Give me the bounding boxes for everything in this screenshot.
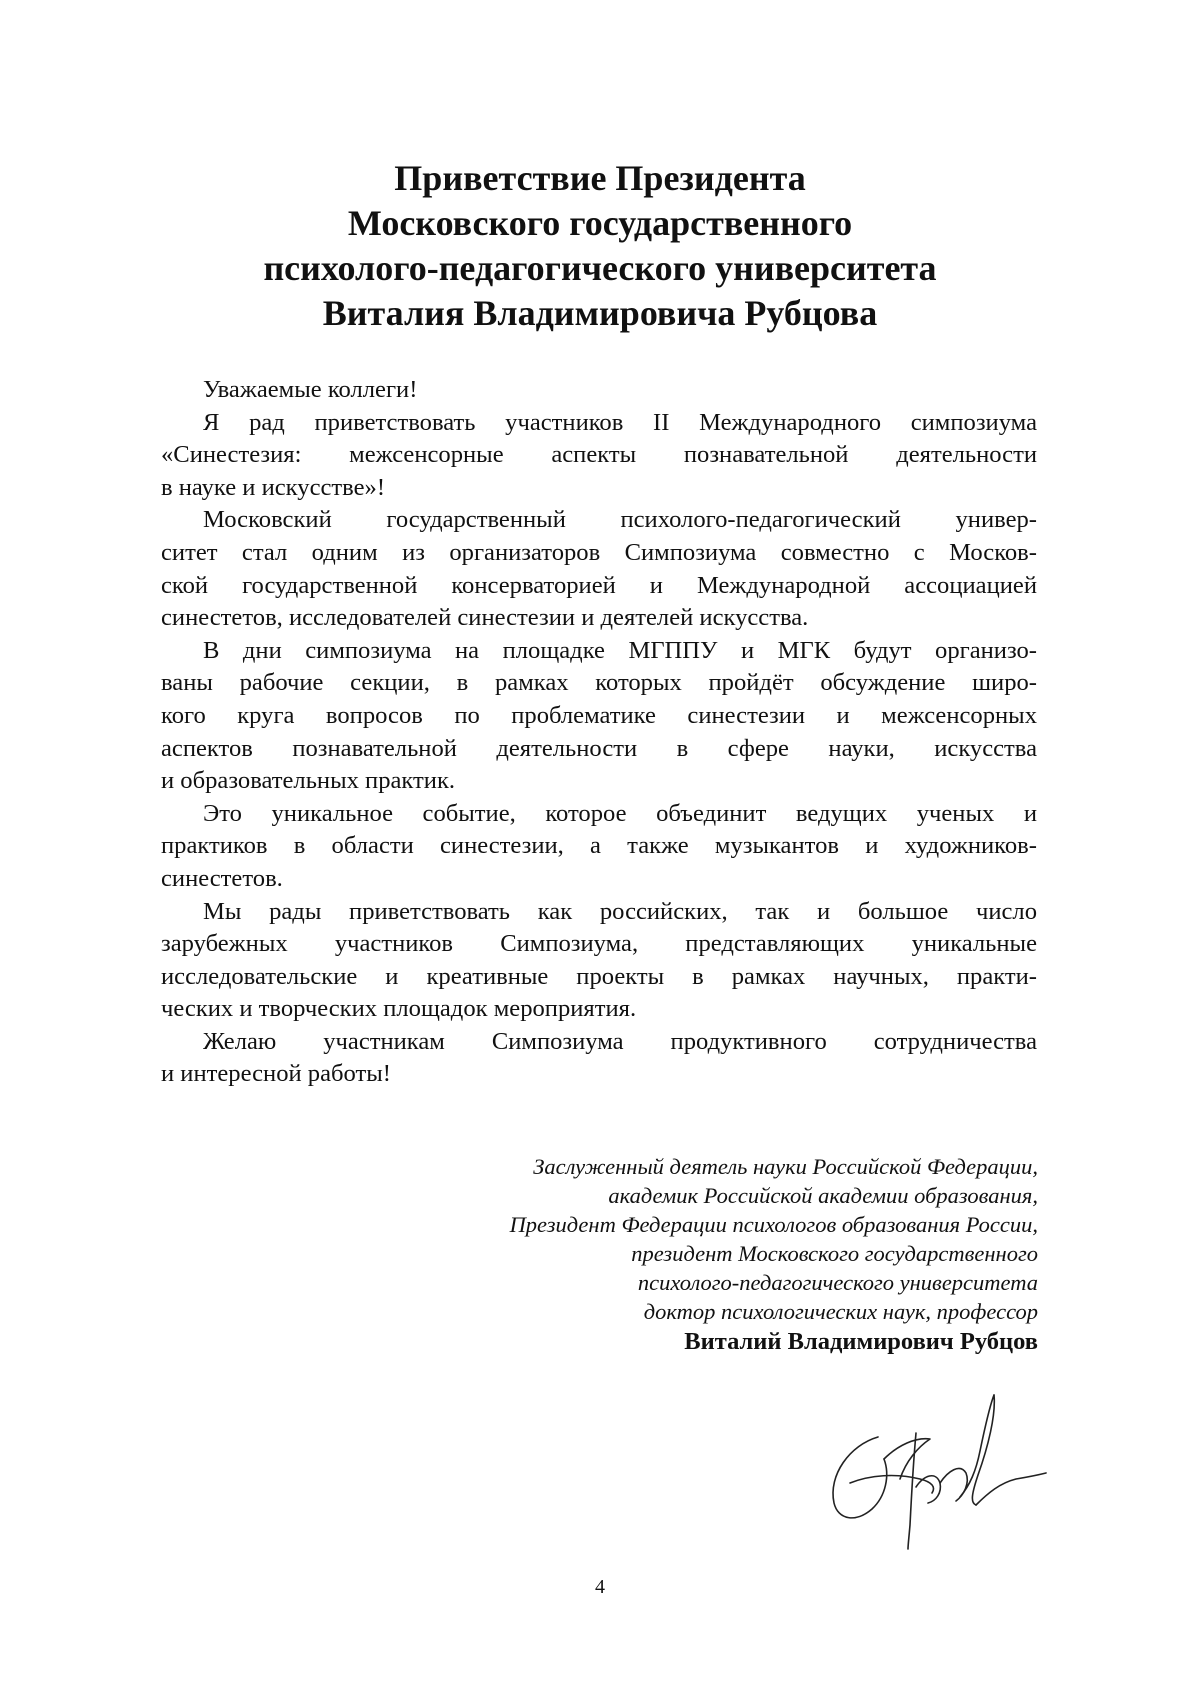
signatory-role: психолого-педагогического университета	[637, 1270, 1038, 1295]
title-line: Московского государственного	[347, 203, 853, 243]
title-line: психолого-педагогического университета	[263, 248, 937, 288]
salutation: Уважаемые коллеги!	[203, 376, 418, 403]
body-line: ческих и творческих площадок мероприятия.	[161, 995, 637, 1023]
signatory-role: академик Российской академии образования,	[608, 1183, 1038, 1208]
body-line: синестетов, исследователей синестезии и деятелей искусства.	[161, 604, 809, 632]
body-line: ваны рабочие секции, в рамках которых пройдёт обсуждение широ-	[161, 669, 1037, 697]
body-line: Я рад приветствовать участников II Международного симпозиума	[203, 408, 1037, 436]
body-line: ской государственной консерваторией и Международной ассоциацией	[161, 571, 1037, 599]
signatory-role: Заслуженный деятель науки Российской Федерации,	[533, 1154, 1038, 1179]
handwritten-signature	[820, 1375, 1050, 1550]
title-line: Виталия Владимировича Рубцова	[322, 293, 878, 333]
signatory-role: президент Московского государственного	[631, 1241, 1038, 1266]
body-line: в науке и искусстве»!	[161, 473, 386, 501]
body-line: аспектов познавательной деятельности в сфере науки, искусства	[161, 734, 1037, 762]
body-line: синестетов.	[161, 864, 283, 892]
page-number: 4	[595, 1576, 605, 1598]
body-line: Это уникальное событие, которое объединит ведущих ученых и	[203, 799, 1037, 827]
body-line: практиков в области синестезии, а также музыкантов и художников-	[161, 832, 1037, 860]
greeting-body	[161, 374, 1037, 1091]
signature-block	[510, 1152, 1038, 1358]
title-line: Приветствие Президента	[394, 158, 806, 198]
body-line: ситет стал одним из организаторов Симпозиума совместно с Москов-	[161, 538, 1037, 566]
body-line: исследовательские и креативные проекты в рамках научных, практи-	[161, 962, 1037, 990]
body-line: Мы рады приветствовать как российских, так и большое число	[203, 897, 1037, 925]
page-title	[160, 156, 1040, 336]
signatory-role: доктор психологических наук, профессор	[643, 1299, 1038, 1324]
body-line: и интересной работы!	[161, 1060, 391, 1088]
signatory-role: Президент Федерации психологов образования России,	[509, 1212, 1038, 1237]
body-line: Московский государственный психолого-педагогический универ-	[203, 506, 1037, 534]
body-line: зарубежных участников Симпозиума, представляющих уникальные	[161, 930, 1037, 958]
signatory-name: Виталий Владимирович Рубцов	[684, 1328, 1038, 1355]
body-line: В дни симпозиума на площадке МГППУ и МГК будут организо-	[203, 636, 1037, 664]
body-line: Желаю участникам Симпозиума продуктивного сотрудничества	[203, 1027, 1037, 1055]
body-line: кого круга вопросов по проблематике синестезии и межсенсорных	[161, 701, 1037, 729]
body-line: и образовательных практик.	[161, 767, 456, 795]
body-line: «Синестезия: межсенсорные аспекты познавательной деятельности	[161, 441, 1037, 469]
